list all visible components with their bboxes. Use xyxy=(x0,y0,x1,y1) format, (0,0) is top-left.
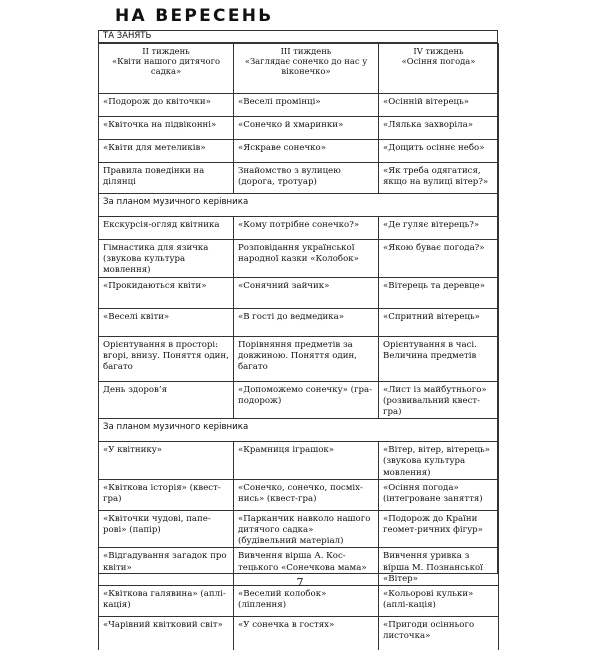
table-row xyxy=(99,617,499,650)
table-row xyxy=(99,194,499,217)
table-cell: «Вітерець та деревце» xyxy=(379,277,499,308)
table-cell: «Осінній вітерець» xyxy=(379,94,499,117)
table-cell: «Кольорові кульки» (аплі-кація) xyxy=(379,586,499,617)
table-cell: «Де гуляє вітерець?» xyxy=(379,217,499,240)
page-number: 7 xyxy=(296,576,304,589)
table-row xyxy=(99,479,499,510)
section-header: ТА ЗАНЯТЬ xyxy=(99,31,497,43)
column-header: II тиждень «Квіти нашого дитячого садка» xyxy=(99,44,234,94)
table-cell: «Сонечко й хмаринки» xyxy=(234,117,379,140)
table-row xyxy=(99,381,499,419)
table-row xyxy=(99,240,499,278)
schedule-table xyxy=(98,30,498,642)
table-row xyxy=(99,163,499,194)
table-cell: «Квіткова галявина» (аплі-кація) xyxy=(99,586,234,617)
table-cell: «Подорож до Країни геомет-ричних фігур» xyxy=(379,510,499,548)
table-cell: «Дощить осіннє небо» xyxy=(379,140,499,163)
table-cell: «Допоможемо сонечку» (гра-подорож) xyxy=(234,381,379,419)
column-header: IV тиждень «Осіння погода» xyxy=(379,44,499,94)
table-cell: «Квіточки чудові, папе-рові» (папір) xyxy=(99,510,234,548)
table-row xyxy=(99,442,499,480)
table-cell: «Сонячний зайчик» xyxy=(234,277,379,308)
table-cell: Знайомство з вулицею (дорога, тротуар) xyxy=(234,163,379,194)
table-cell: «Квіткова історія» (квест-гра) xyxy=(99,479,234,510)
table-cell: «Лист із майбутнього» (розвивальний квест-гра) xyxy=(379,381,499,419)
column-header: III тиждень «Заглядає сонечко до нас у віконечко» xyxy=(234,44,379,94)
table-cell: «Осіння погода» (інтегроване заняття) xyxy=(379,479,499,510)
table-cell: Порівняння предметів за довжиною. Поняття один, багато xyxy=(234,336,379,381)
table-row xyxy=(99,117,499,140)
span-cell: За планом музичного керівника xyxy=(99,194,499,217)
span-cell: За планом музичного керівника xyxy=(99,419,499,442)
table-cell: Розповідання української народної казки «Колобок» xyxy=(234,240,379,278)
table-cell: «Прокидаються квіти» xyxy=(99,277,234,308)
table-cell: «Крамниця іграшок» xyxy=(234,442,379,480)
lessons-table xyxy=(98,43,499,650)
table-cell: «Сонечко, сонечко, посміх-нись» (квест-гра) xyxy=(234,479,379,510)
table-cell: Правила поведінки на ділянці xyxy=(99,163,234,194)
table-cell: «Парканчик навколо нашого дитячого садка» (будівельний матеріал) xyxy=(234,510,379,548)
table-cell: «Кому потрібне сонечко?» xyxy=(234,217,379,240)
table-cell: «Відгадування загадок про квіти» xyxy=(99,548,234,586)
table-row xyxy=(99,94,499,117)
table-row xyxy=(99,419,499,442)
table-cell: «Веселі квіти» xyxy=(99,308,234,336)
table-cell: «Лялька захворіла» xyxy=(379,117,499,140)
table-cell: «Квіточка на підвіконні» xyxy=(99,117,234,140)
table-cell: Орієнтування в часі. Величина предметів xyxy=(379,336,499,381)
page-title: НА ВЕРЕСЕНЬ xyxy=(115,6,274,26)
table-row xyxy=(99,510,499,548)
table-cell: «Квіти для метеликів» xyxy=(99,140,234,163)
table-cell: «В гості до ведмедика» xyxy=(234,308,379,336)
table-cell: «Веселі промінці» xyxy=(234,94,379,117)
table-cell: «Чарівний квітковий світ» xyxy=(99,617,234,650)
table-cell: «Пригоди осіннього листочка» xyxy=(379,617,499,650)
table-row xyxy=(99,586,499,617)
table-cell: «Як треба одягатися, якщо на вулиці вітер?» xyxy=(379,163,499,194)
table-row xyxy=(99,217,499,240)
table-cell: «Якою буває погода?» xyxy=(379,240,499,278)
table-cell: «Яскраве сонечко» xyxy=(234,140,379,163)
table-cell: «Подорож до квіточки» xyxy=(99,94,234,117)
table-cell: Вивчення уривка з вірша М. Познанської «Вітер» xyxy=(379,548,499,586)
table-row xyxy=(99,336,499,381)
table-cell: «У квітнику» xyxy=(99,442,234,480)
table-row xyxy=(99,277,499,308)
table-cell: День здоров’я xyxy=(99,381,234,419)
table-cell: «У сонечка в гостях» xyxy=(234,617,379,650)
table-cell: Орієнтування в просторі: вгорі, внизу. Поняття один, багато xyxy=(99,336,234,381)
table-cell: «Вітер, вітер, вітерець» (звукова культура мовлення) xyxy=(379,442,499,480)
table-cell: «Спритний вітерець» xyxy=(379,308,499,336)
table-cell: Вивчення вірша А. Кос-тецького «Сонечкова мама» xyxy=(234,548,379,586)
table-row xyxy=(99,308,499,336)
table-cell: Екскурсія-огляд квітника xyxy=(99,217,234,240)
table-row xyxy=(99,140,499,163)
table-cell: «Веселий колобок» (ліплення) xyxy=(234,586,379,617)
table-cell: Гімнастика для язичка (звукова культура мовлення) xyxy=(99,240,234,278)
